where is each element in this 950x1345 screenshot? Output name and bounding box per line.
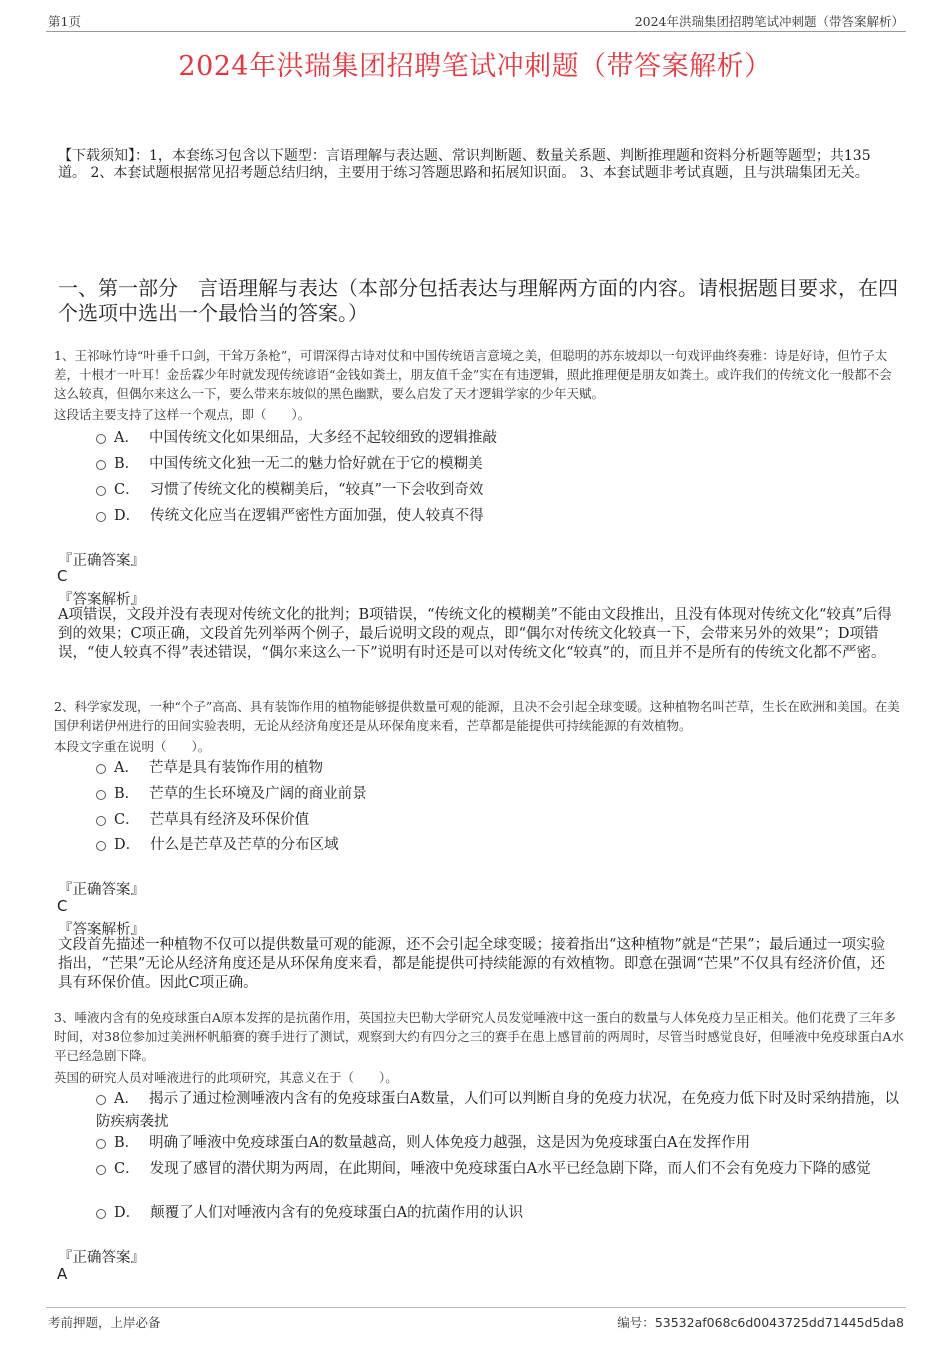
question-3-option-b[interactable]: B． 明确了唾液中免疫球蛋白A的数量越高，则人体免疫力越强，这是因为免疫球蛋白A在发挥作用 (96, 1132, 906, 1155)
question-1-answer: C (57, 567, 68, 585)
question-1-option-c[interactable]: C． 习惯了传统文化的模糊美后，“较真”一下会收到奇效 (96, 479, 906, 502)
question-2-answer: C (57, 897, 68, 915)
radio-icon[interactable] (96, 816, 106, 826)
question-3-option-c[interactable]: C． 发现了感冒的潜伏期为两周，在此期间，唾液中免疫球蛋白A水平已经急剧下降，而人们不会有免疫力下降的感觉 (96, 1158, 906, 1181)
running-title: 2024年洪瑞集团招聘笔试冲刺题（带答案解析） (634, 14, 904, 29)
question-1-option-a[interactable]: A． 中国传统文化如果细品，大多经不起较细致的逻辑推敲 (96, 427, 906, 450)
question-1-analysis-label: 『答案解析』 (58, 592, 145, 608)
radio-icon[interactable] (96, 434, 106, 444)
question-2-stem: 2、科学家发现，一种“个子”高高、具有装饰作用的植物能够提供数量可观的能源，且决不会引起全球变暖。这种植物名叫芒草，生长在欧洲和美国。在美国伊利诺伊州进行的田间实验表明，无论从经济角度还是从环保角度来看，芒草都是能提供可持续能源的有效植物。 (54, 699, 900, 733)
question-2-option-b[interactable]: B． 芒草的生长环境及广阔的商业前景 (96, 783, 906, 806)
footer-code: 编号：53532af068c6d0043725dd71445d5da8 (617, 1315, 904, 1330)
footer-slogan: 考前押题，上岸必备 (48, 1315, 161, 1330)
header-divider (46, 31, 906, 32)
question-1-prompt: 这段话主要支持了这样一个观点，即（ ）。 (54, 407, 311, 422)
question-2-option-d[interactable]: D． 什么是芒草及芒草的分布区域 (96, 834, 906, 857)
footer-divider (46, 1307, 906, 1308)
page-number: 第1页 (48, 14, 81, 29)
download-notice: 【下载须知】：1，本套练习包含以下题型：言语理解与表达题、常识判断题、数量关系题、判断推理题和资料分析题等题型；共135道。 2、本套试题根据常见招考题总结归纳，主要用于练习答题思路和拓展知识面。 3、本套试题非考试真题，且与洪瑞集团无关。 (58, 148, 871, 181)
radio-icon[interactable] (96, 841, 106, 851)
question-3-option-d[interactable]: D． 颠覆了人们对唾液内含有的免疫球蛋白A的抗菌作用的认识 (96, 1202, 906, 1225)
question-3-answer-label: 『正确答案』 (58, 1250, 145, 1266)
radio-icon[interactable] (96, 764, 106, 774)
question-2-answer-label: 『正确答案』 (58, 882, 145, 898)
question-3-stem: 3、唾液内含有的免疫球蛋白A原本发挥的是抗菌作用，英国拉夫巴勒大学研究人员发觉唾液中这一蛋白的数量与人体免疫力呈正相关。他们花费了三年多时间，对38位参加过美洲杯帆船赛的赛手进行了测试，观察到大约有四分之三的赛手在患上感冒前的两周时，尽管当时感觉良好，但唾液中免疫球蛋白A水平已经急剧下降。 (54, 1010, 904, 1063)
question-2-option-c[interactable]: C． 芒草具有经济及环保价值 (96, 809, 906, 832)
question-1-option-d[interactable]: D． 传统文化应当在逻辑严密性方面加强，使人较真不得 (96, 505, 906, 528)
radio-icon[interactable] (96, 790, 106, 800)
section-heading: 一、第一部分 言语理解与表达（本部分包括表达与理解两方面的内容。请根据题目要求，在四个选项中选出一个最恰当的答案。） (58, 276, 898, 325)
question-3-prompt: 英国的研究人员对唾液进行的此项研究，其意义在于（ ）。 (54, 1070, 398, 1085)
question-1-answer-label: 『正确答案』 (58, 553, 145, 569)
question-2-analysis-label: 『答案解析』 (58, 922, 145, 938)
radio-icon[interactable] (96, 1095, 106, 1105)
radio-icon[interactable] (96, 486, 106, 496)
radio-icon[interactable] (96, 460, 106, 470)
radio-icon[interactable] (96, 1139, 106, 1149)
question-2-option-a[interactable]: A． 芒草是具有装饰作用的植物 (96, 757, 906, 780)
radio-icon[interactable] (96, 1165, 106, 1175)
question-2-prompt: 本段文字重在说明（ ）。 (54, 739, 211, 754)
radio-icon[interactable] (96, 512, 106, 522)
question-3-option-a[interactable]: A． 揭示了通过检测唾液内含有的免疫球蛋白A数量，人们可以判断自身的免疫力状况，在免疫力低下时及时采纳措施，以防疾病袭扰 (96, 1091, 899, 1130)
radio-icon[interactable] (96, 1209, 106, 1219)
question-2-analysis: 文段首先描述一种植物不仅可以提供数量可观的能源，还不会引起全球变暖；接着指出“这种植物”就是“芒果”；最后通过一项实验指出，“芒果”无论从经济角度还是从环保角度来看，都是能提供可持续能源的有效植物。即意在强调“芒果”不仅具有经济价值，还具有环保价值。因此C项正确。 (58, 937, 886, 991)
question-1-option-b[interactable]: B． 中国传统文化独一无二的魅力恰好就在于它的模糊美 (96, 453, 906, 476)
question-1-stem: 1、王祁咏竹诗“叶垂千口剑，干耸万条枪”，可谓深得古诗对仗和中国传统语言意境之美，但聪明的苏东坡却以一句戏评曲终奏雅：诗是好诗，但竹子太差，十根才一叶耳！金岳霖少年时就发现传统谚语“金钱如粪土，朋友值千金”实在有违逻辑，照此推理便是朋友如粪土。或许我们的传统文化一般都不会这么较真，但偶尔来这么一下，要么带来东坡似的黑色幽默，要么启发了天才逻辑学家的少年天赋。 (54, 348, 892, 401)
document-title: 2024年洪瑞集团招聘笔试冲刺题（带答案解析） (178, 51, 772, 82)
question-1-analysis: A项错误，文段并没有表现对传统文化的批判；B项错误，“传统文化的模糊美”不能由文段推出，且没有体现对传统文化“较真”后得到的效果；C项正确，文段首先列举两个例子，最后说明文段的观点，即“偶尔对传统文化较真一下，会带来另外的效果”；D项错误，“使人较真不得”表述错误，“偶尔来这么一下”说明有时还是可以对传统文化“较真”的，而且并不是所有的传统文化都不严密。 (58, 607, 892, 661)
question-3-answer: A (57, 1265, 68, 1283)
